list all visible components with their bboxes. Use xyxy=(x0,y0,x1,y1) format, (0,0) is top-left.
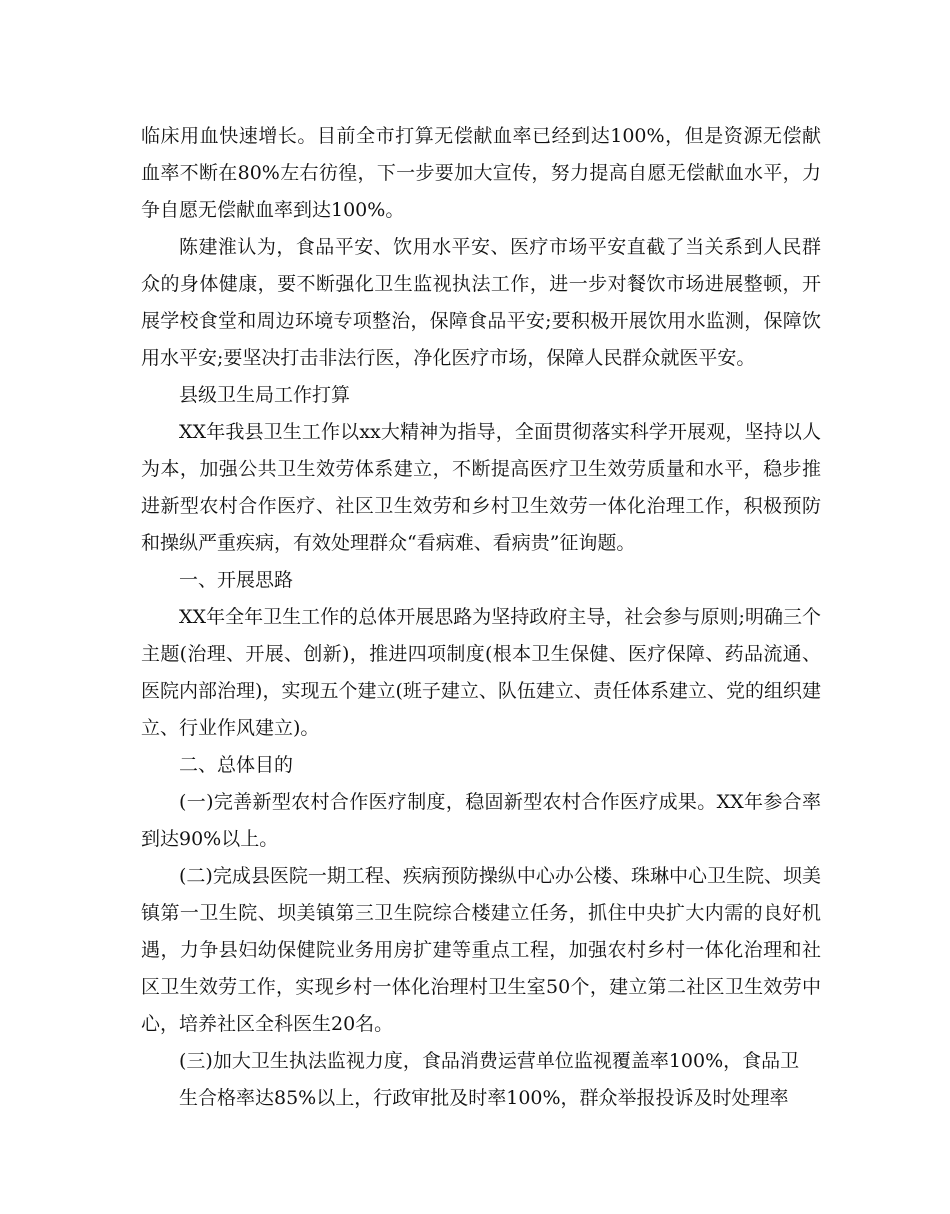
section-heading-goals: 二、总体目的 xyxy=(179,754,294,776)
paragraph-development-ideas: XX年全年卫生工作的总体开展思路为坚持政府主导，社会参与原则;明确三个主题(治理、开展、创新)，推进四项制度(根本卫生保健、医疗保障、药品流通、医院内部治理)，实现五个建立(班子建立、队伍建立、责任体系建立、党的组织建立、行业作风建立)。 xyxy=(141,606,821,739)
document-body xyxy=(141,118,821,1117)
paragraph-goal-1: (一)完善新型农村合作医疗制度，稳固新型农村合作医疗成果。XX年参合率到达90%以上。 xyxy=(141,791,821,850)
paragraph-food-water-safety: 陈建淮认为，食品平安、饮用水平安、医疗市场平安直截了当关系到人民群众的身体健康，要不断强化卫生监视执法工作，进一步对餐饮市场进展整顿，开展学校食堂和周边环境专项整治，保障食品平安;要积极开展饮用水监测，保障饮用水平安;要坚决打击非法行医，净化医疗市场，保障人民群众就医平安。 xyxy=(141,236,821,369)
section-heading-plan: 县级卫生局工作打算 xyxy=(179,384,351,406)
paragraph-work-overview: XX年我县卫生工作以xx大精神为指导，全面贯彻落实科学开展观，坚持以人为本，加强公共卫生效劳体系建立，不断提高医疗卫生效劳质量和水平，稳步推进新型农村合作医疗、社区卫生效劳和乡村卫生效劳一体化治理工作，积极预防和操纵严重疾病，有效处理群众“看病难、看病贵”征询题。 xyxy=(141,421,821,554)
paragraph-goal-3-continued: 生合格率达85%以上，行政审批及时率100%，群众举报投诉及时处理率 xyxy=(179,1087,789,1109)
paragraph-goal-3: (三)加大卫生执法监视力度，食品消费运营单位监视覆盖率100%，食品卫 xyxy=(179,1050,800,1072)
paragraph-blood-donation: 临床用血快速增长。目前全市打算无偿献血率已经到达100%，但是资源无偿献血率不断在80%左右彷徨，下一步要加大宣传，努力提高自愿无偿献血水平，力争自愿无偿献血率到达100%。 xyxy=(141,125,821,221)
paragraph-goal-2: (二)完成县医院一期工程、疾病预防操纵中心办公楼、珠琳中心卫生院、坝美镇第一卫生院、坝美镇第三卫生院综合楼建立任务，抓住中央扩大内需的良好机遇，力争县妇幼保健院业务用房扩建等重点工程，加强农村乡村一体化治理和社区卫生效劳工作，实现乡村一体化治理村卫生室50个，建立第二社区卫生效劳中心，培养社区全科医生20名。 xyxy=(141,865,821,1035)
section-heading-ideas: 一、开展思路 xyxy=(179,569,294,591)
